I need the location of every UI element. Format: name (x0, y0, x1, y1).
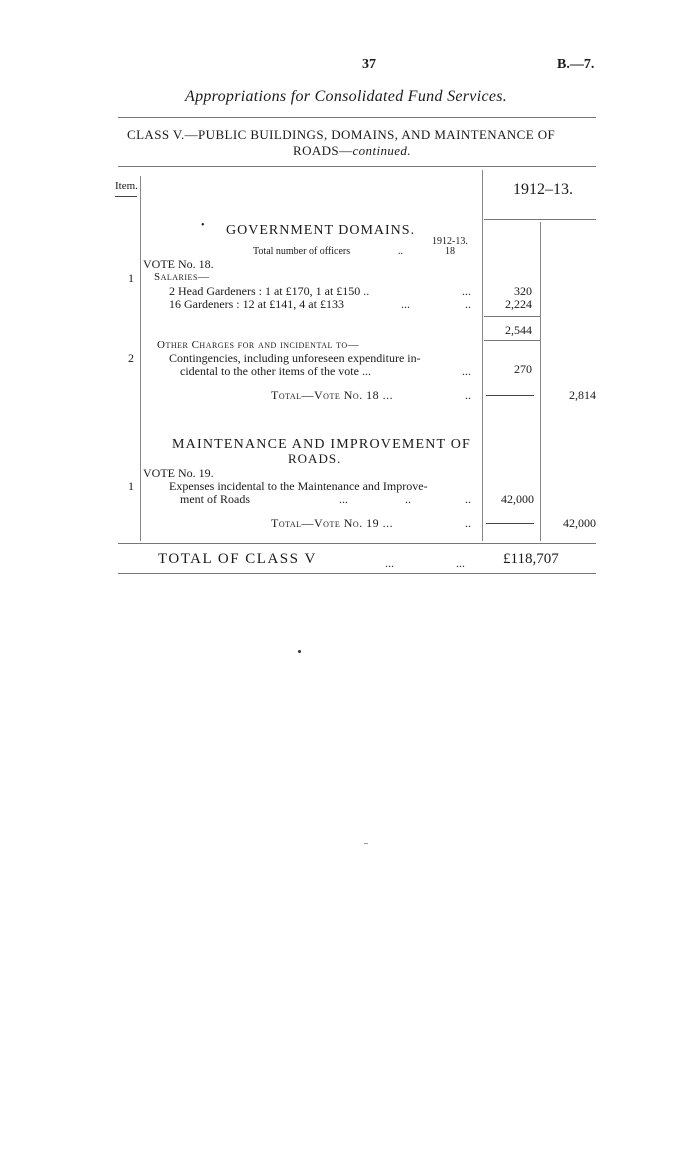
vote-19-total-dots: .. (465, 516, 471, 530)
class-heading-line1: CLASS V.—PUBLIC BUILDINGS, DOMAINS, AND MAINTENANCE OF (127, 127, 556, 142)
item-column-header: Item. (115, 180, 138, 192)
item-header-underline (115, 196, 137, 197)
roads-heading-line2: ROADS. (288, 451, 342, 466)
contingencies-line2: cidental to the other items of the vote ... (180, 364, 371, 378)
vote-18-total-dots: .. (465, 388, 471, 402)
page-number: 37 (362, 57, 376, 72)
vote-18-total-amount: 2,814 (569, 388, 596, 402)
head-gardeners-line: 2 Head Gardeners : 1 at £170, 1 at £150 .. (169, 284, 370, 298)
subamount-column-divider (540, 222, 541, 541)
salaries-heading: Salaries— (154, 271, 210, 283)
gardeners-amount: 2,224 (505, 297, 532, 311)
vote-19-heading: VOTE No. 19. (143, 466, 214, 480)
contingencies-dots: ... (462, 364, 471, 378)
salaries-subtotal: 2,544 (505, 323, 532, 337)
class-total-amount: £118,707 (503, 551, 559, 567)
year-header-rule (484, 219, 596, 220)
class-heading-continued: continued. (352, 143, 411, 158)
year-column-header: 1912–13. (513, 181, 573, 198)
scan-speck (364, 843, 368, 844)
class-total-label: TOTAL OF CLASS V (158, 551, 317, 567)
class-heading-line2 (293, 143, 411, 159)
head-gardeners-dots: ... (462, 284, 471, 298)
class-total-bottom-rule (118, 573, 596, 574)
salaries-subtotal-under-rule (484, 340, 540, 341)
class-total-top-rule (118, 543, 596, 544)
running-title: Appropriations for Consolidated Fund Services. (185, 88, 508, 105)
roads-item-dots-3: .. (465, 492, 471, 506)
roads-item-number: 1 (128, 479, 134, 493)
gardeners-dots: ... (401, 297, 410, 311)
roads-heading-line1: MAINTENANCE AND IMPROVEMENT OF (172, 437, 472, 452)
class-total-dots-2: ... (456, 556, 465, 570)
bullet-mark: • (201, 220, 205, 231)
officers-year: 1912-13. (432, 236, 468, 247)
gov-domains-heading: GOVERNMENT DOMAINS. (226, 223, 416, 238)
vote-19-total-dash (486, 523, 534, 524)
vote-19-total-label: Total—Vote No. 19 ... (271, 516, 394, 530)
head-gardeners-amount: 320 (514, 284, 532, 298)
class-heading-roads: ROADS— (293, 143, 353, 158)
document-reference: B.—7. (557, 57, 595, 72)
officers-label: Total number of officers (253, 246, 351, 257)
gardeners-dots-2: .. (465, 297, 471, 311)
gardeners-line: 16 Gardeners : 12 at £141, 4 at £133 (169, 297, 344, 311)
roads-item-dots-1: ... (339, 492, 348, 506)
vote-18-total-label: Total—Vote No. 18 ... (271, 388, 394, 402)
header-rule (118, 117, 596, 118)
contingencies-line1: Contingencies, including unforeseen expenditure in- (169, 351, 421, 365)
roads-item-amount: 42,000 (501, 492, 534, 506)
other-charges-heading: Other Charges for and incidental to— (157, 339, 360, 351)
item-number-2: 2 (128, 351, 134, 365)
item-column-divider (140, 176, 141, 541)
table-top-rule (118, 166, 596, 167)
item-number-1: 1 (128, 271, 134, 285)
amount-column-divider (482, 170, 483, 541)
vote-18-total-dash (486, 395, 534, 396)
vote-19-total-amount: 42,000 (563, 516, 596, 530)
scan-speck (298, 650, 301, 653)
officers-count: 18 (445, 246, 455, 257)
roads-item-dots-2: .. (405, 492, 411, 506)
roads-item-line2: ment of Roads (180, 492, 250, 506)
class-total-dots-1: ... (385, 556, 394, 570)
vote-18-heading: VOTE No. 18. (143, 257, 214, 271)
salaries-subtotal-rule (484, 316, 540, 317)
officers-dots: .. (398, 246, 403, 257)
roads-item-line1: Expenses incidental to the Maintenance and Improve- (169, 479, 428, 493)
contingencies-amount: 270 (514, 362, 532, 376)
